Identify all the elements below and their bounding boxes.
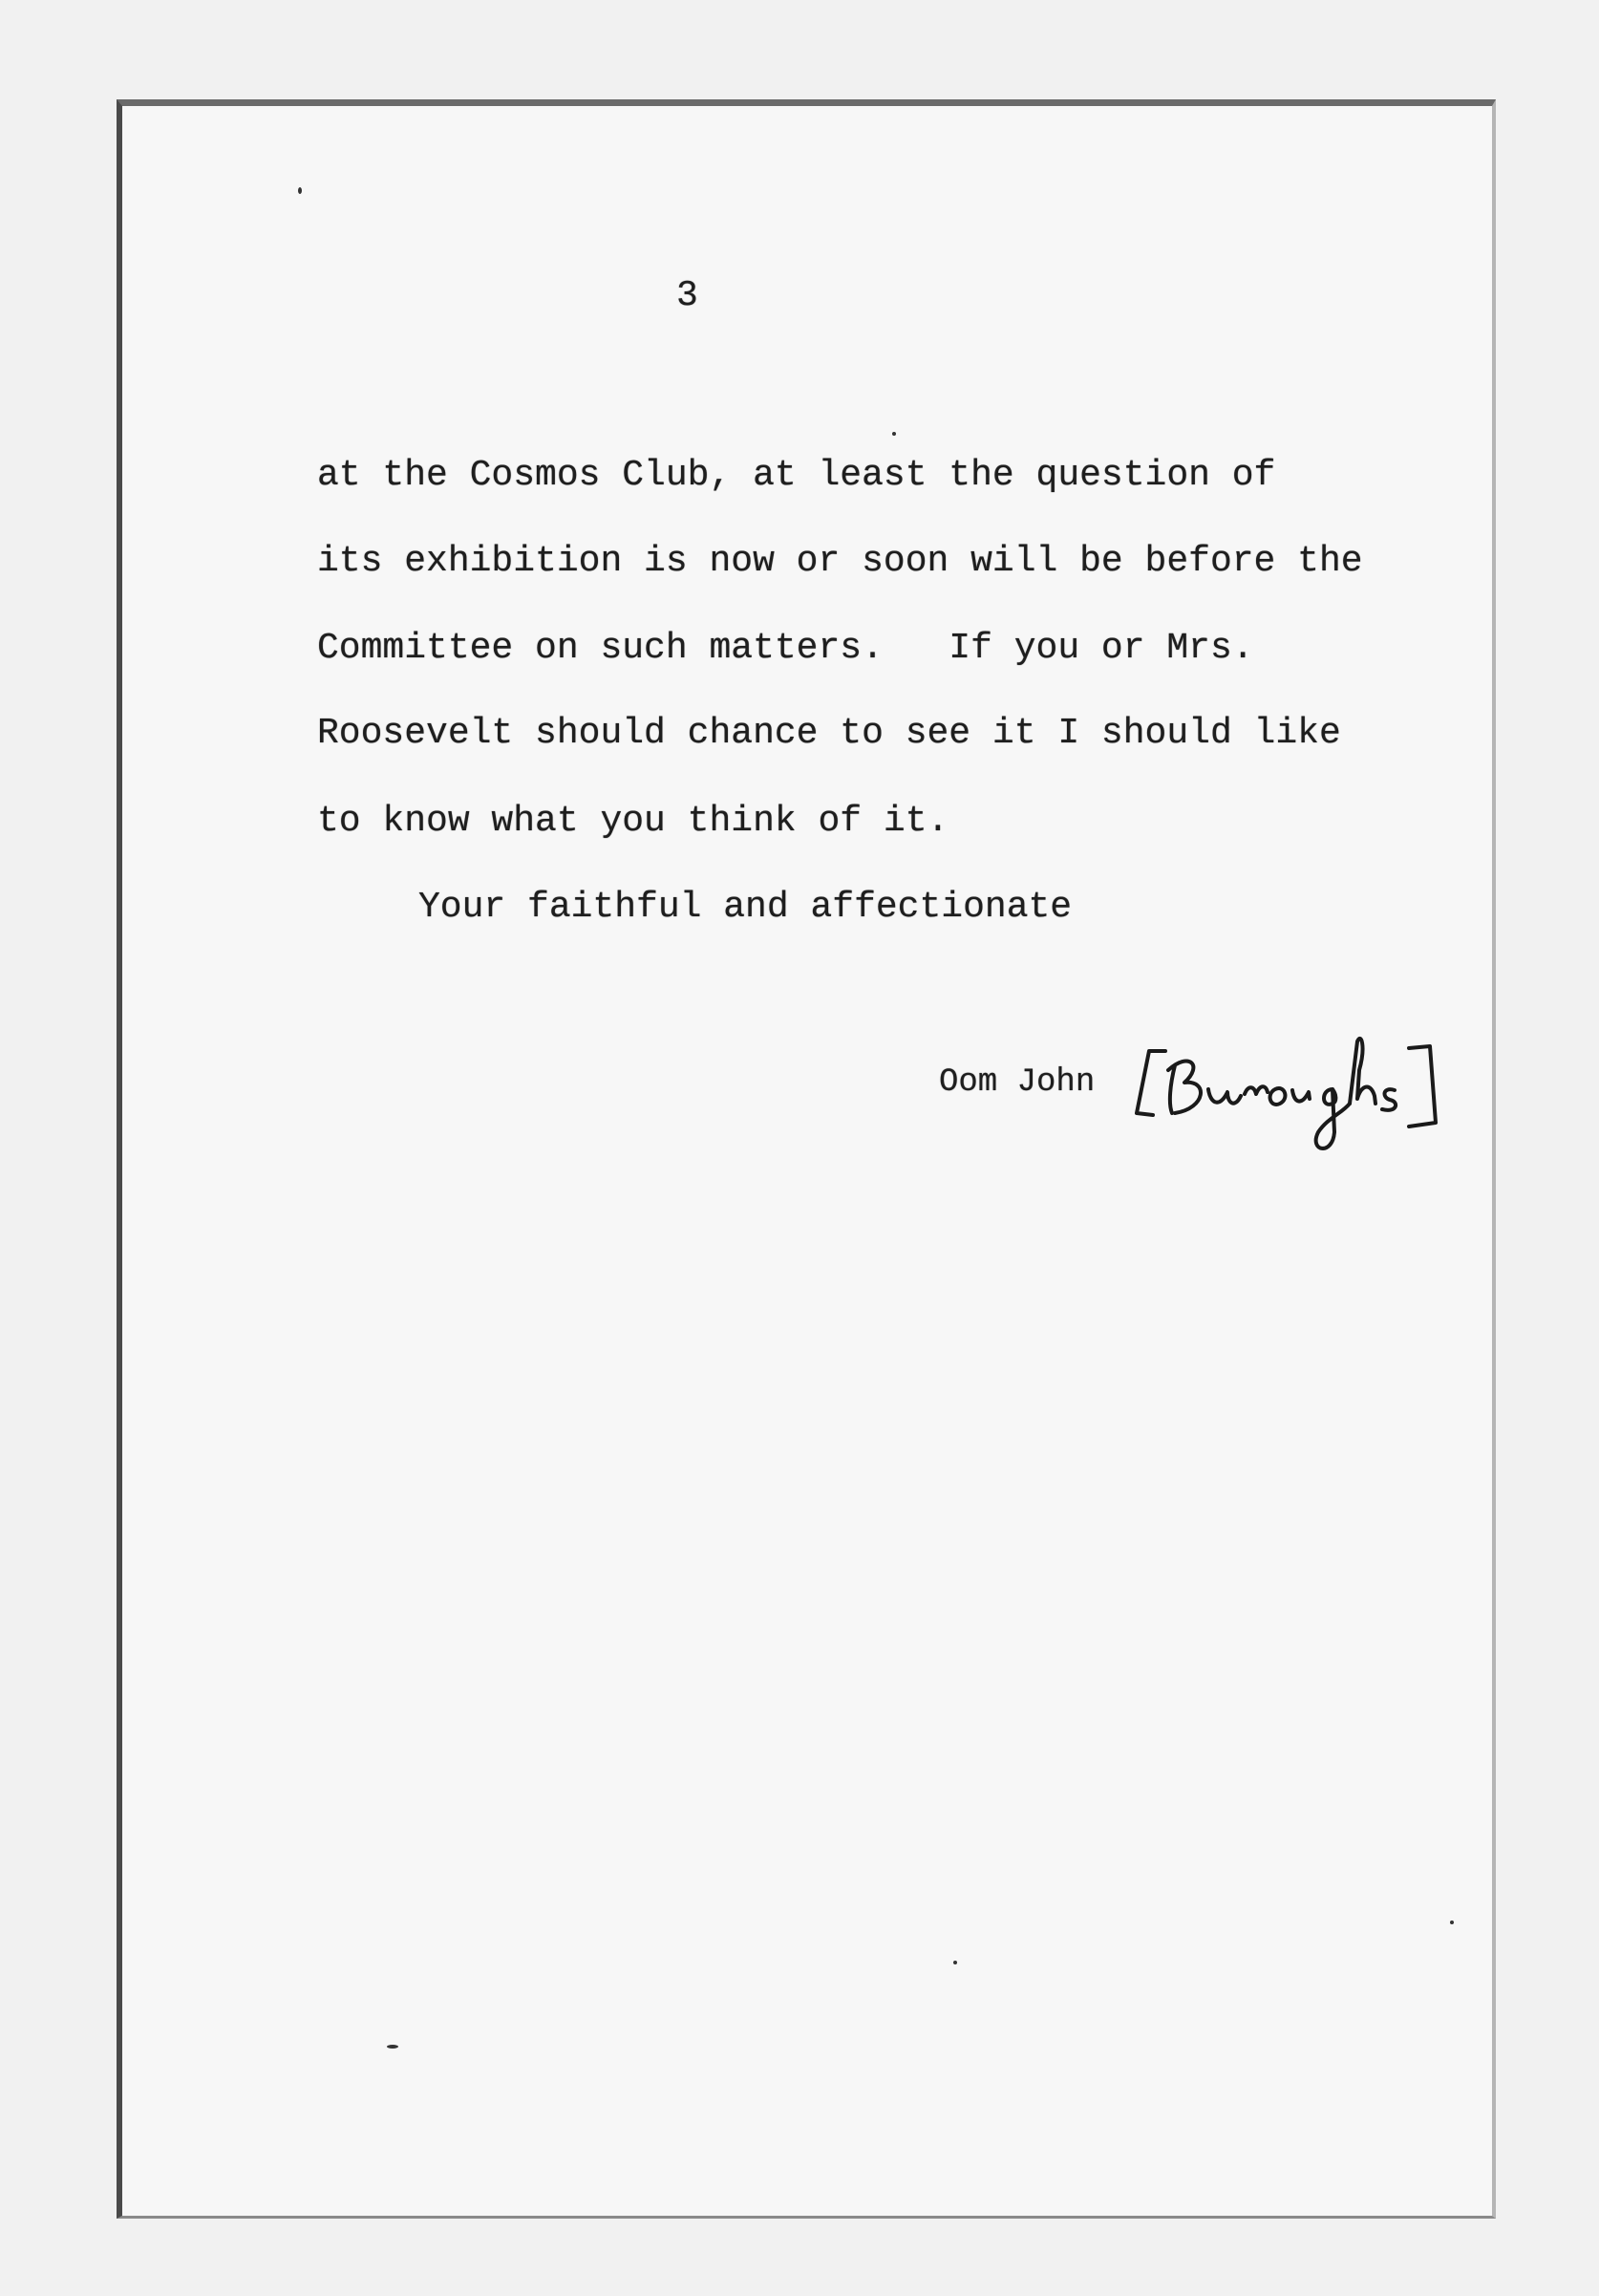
- body-line: at the Cosmos Club, at least the question of: [317, 455, 1276, 496]
- speck: [387, 2045, 398, 2049]
- body-line: its exhibition is now or soon will be before the: [317, 541, 1363, 582]
- body-line: Committee on such matters. If you or Mrs.: [317, 628, 1254, 669]
- body-line: Roosevelt should chance to see it I should like: [317, 713, 1341, 754]
- speck: [953, 1961, 957, 1964]
- speck: [1450, 1920, 1454, 1924]
- document-page: [117, 99, 1496, 2219]
- speck: [892, 432, 896, 436]
- typed-signature: Oom John: [939, 1064, 1096, 1101]
- body-line: to know what you think of it.: [317, 801, 949, 842]
- closing: Your faithful and affectionate: [418, 887, 1073, 928]
- page-number: 3: [676, 275, 698, 316]
- handwritten-signature: [1132, 1027, 1457, 1151]
- speck: [298, 187, 302, 194]
